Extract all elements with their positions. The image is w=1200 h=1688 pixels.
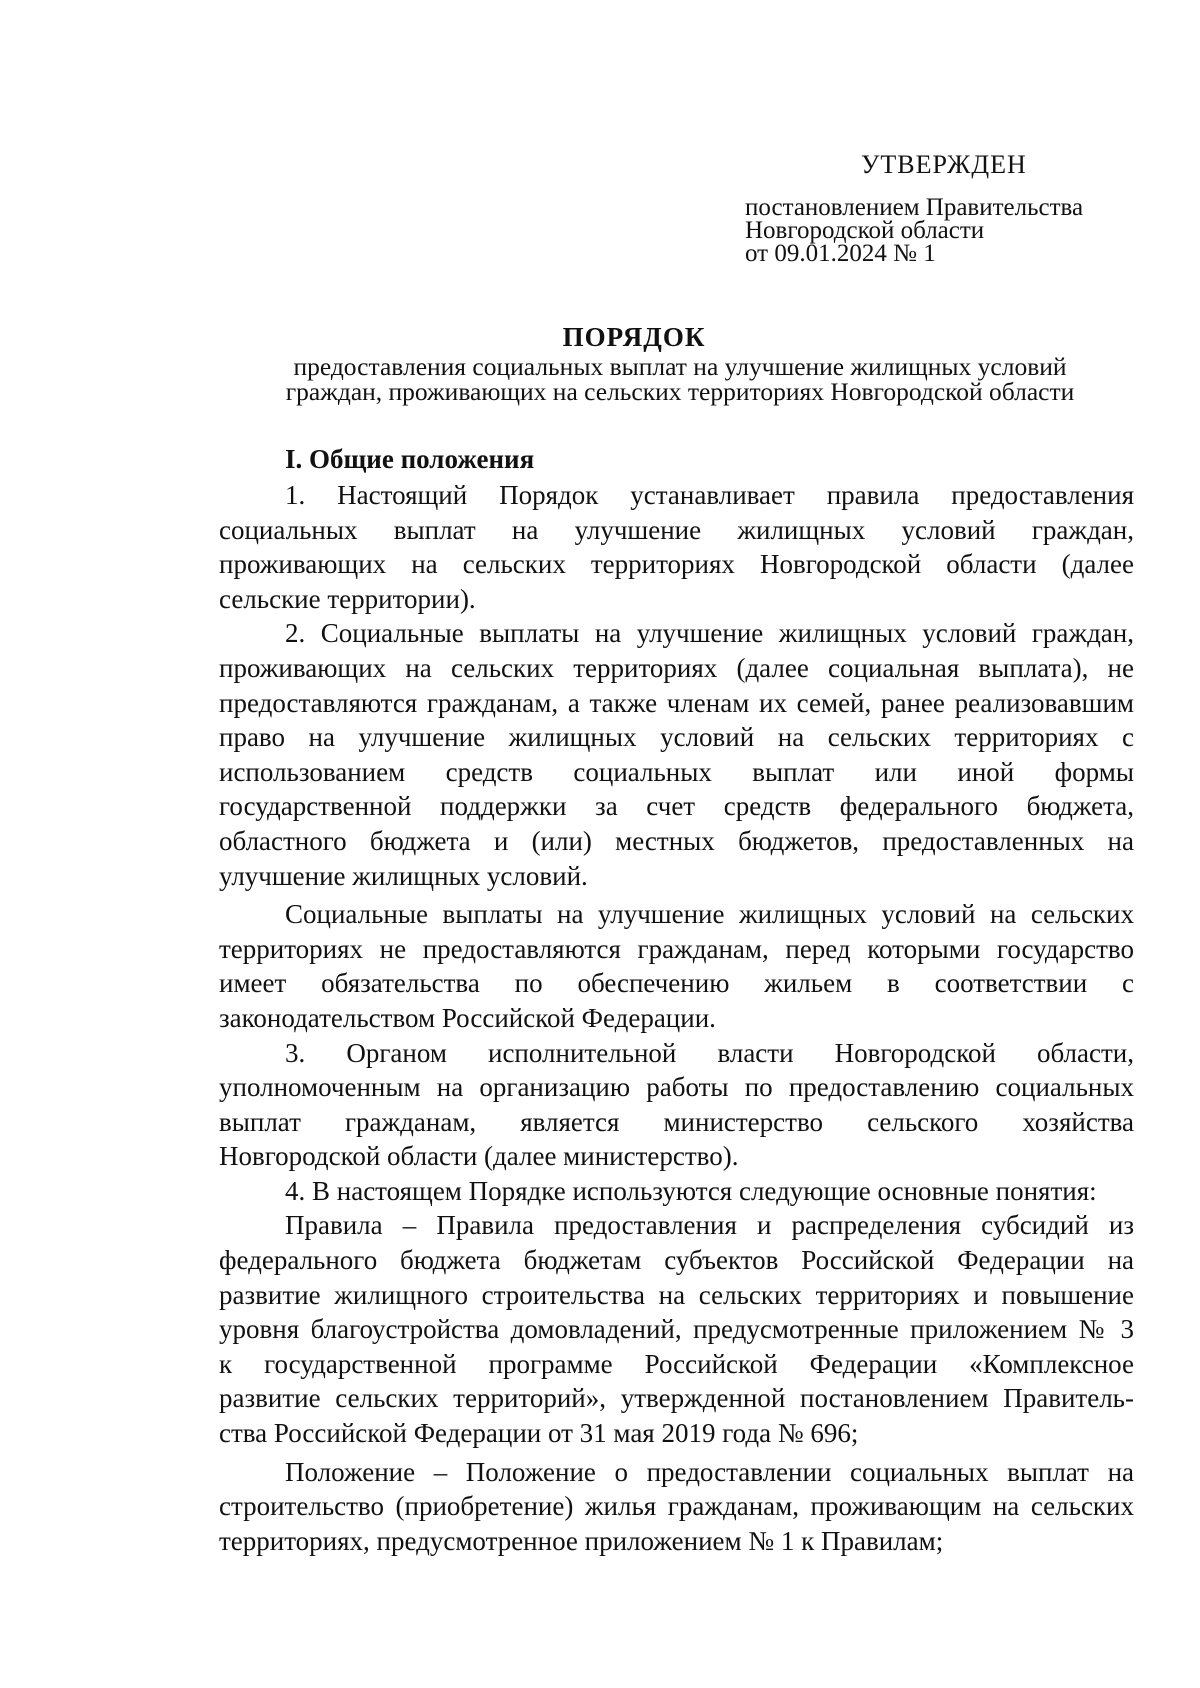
text-line: 1. Настоящий Порядок устанавливает правила предоставления	[285, 480, 1134, 510]
text-line: законодательством Российской Федерации.	[219, 1002, 716, 1033]
text-line: областного бюджета и (или) местных бюджетов, предоставленных на	[219, 825, 1134, 856]
text-line: развитие жилищного строительства на сельских территориях и повышение	[219, 1279, 1134, 1310]
text-line: Социальные выплаты на улучшение жилищных условий на сельских	[285, 899, 1134, 930]
subtitle-line: предоставления социальных выплат на улучшение жилищных условий	[293, 352, 1067, 381]
approval-line: постановлением Правительства	[745, 194, 1084, 221]
subtitle-line: граждан, проживающих на сельских территориях Новгородской области	[285, 377, 1075, 406]
text-line: предоставляются гражданам, а также членам их семей, ранее реализовавшим	[219, 687, 1134, 718]
approval-line: от 09.01.2024 № 1	[745, 240, 936, 267]
text-line: территориях, предусмотренное приложением № 1 к Правилам;	[219, 1525, 944, 1556]
text-line: 3. Органом исполнительной власти Новгородской области,	[285, 1037, 1134, 1068]
document-subtitle	[240, 354, 1120, 404]
text-line: 4. В настоящем Порядке используются следующие основные понятия:	[285, 1175, 1097, 1206]
approval-block	[745, 148, 1145, 265]
text-line: Положение – Положение о предоставлении социальных выплат на	[285, 1456, 1134, 1487]
text-line: федерального бюджета бюджетам субъектов Российской Федерации на	[219, 1245, 1134, 1276]
text-line: социальных выплат на улучшение жилищных условий граждан,	[219, 514, 1134, 545]
text-line: выплат гражданам, является министерство сельского хозяйства	[219, 1106, 1134, 1137]
body-text	[219, 478, 1134, 1558]
text-line: ства Российской Федерации от 31 мая 2019 года № 696;	[219, 1418, 859, 1449]
text-line: Новгородской области (далее министерство).	[219, 1141, 739, 1172]
approval-lines	[745, 196, 1145, 265]
text-line: к государственной программе Российской Федерации «Комплексное	[219, 1348, 1134, 1379]
text-line: развитие сельских территорий», утвержденной постановлением Правитель-	[219, 1383, 1134, 1414]
section-heading: I. Общие положения	[285, 444, 535, 474]
text-line: улучшение жилищных условий.	[219, 860, 588, 891]
text-line: проживающих на сельских территориях (далее социальная выплата), не	[219, 652, 1134, 683]
text-line: Правила – Правила предоставления и распределения субсидий из	[285, 1210, 1134, 1241]
text-line: сельские территории).	[219, 583, 476, 614]
text-line: проживающих на сельских территориях Новгородской области (далее	[219, 549, 1134, 580]
text-line: территориях не предоставляются гражданам, перед которыми государство	[219, 933, 1134, 964]
text-line: государственной поддержки за счет средств федерального бюджета,	[219, 791, 1134, 822]
text-line: уполномоченным на организацию работы по предоставлению социальных	[219, 1072, 1134, 1103]
text-line: уровня благоустройства домовладений, предусмотренные приложением № 3	[219, 1314, 1134, 1345]
text-line: 2. Социальные выплаты на улучшение жилищных условий граждан,	[285, 618, 1134, 649]
approval-title: УТВЕРЖДЕН	[861, 150, 1027, 179]
text-line: строительство (приобретение) жилья гражданам, проживающим на сельских	[219, 1491, 1134, 1522]
text-line: использованием средств социальных выплат или иной формы	[219, 756, 1134, 787]
document-title: ПОРЯДОК	[562, 322, 706, 352]
text-line: имеет обязательства по обеспечению жильем в соответствии с	[219, 968, 1134, 999]
text-line: право на улучшение жилищных условий на сельских территориях с	[219, 722, 1134, 753]
approval-line: Новгородской области	[745, 217, 985, 244]
